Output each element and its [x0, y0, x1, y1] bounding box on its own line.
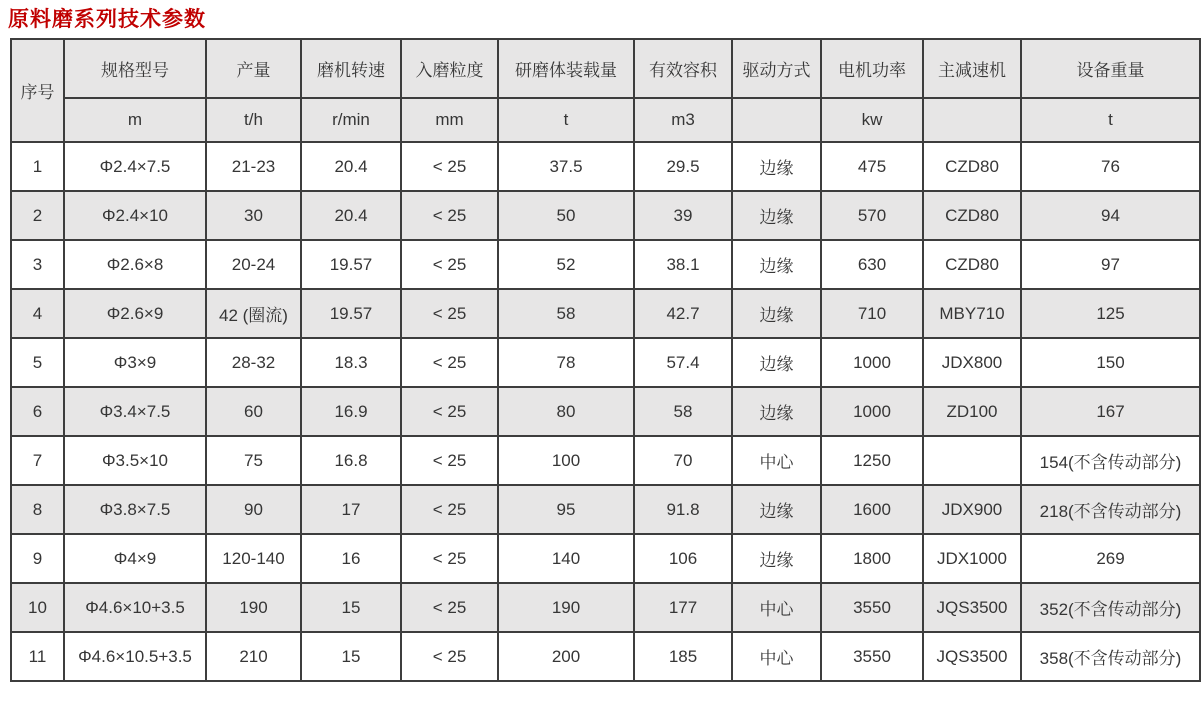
col-unit-feed-size: mm	[401, 98, 498, 142]
cell-reducer	[923, 436, 1021, 485]
cell-media-load: 50	[498, 191, 634, 240]
cell-drive: 边缘	[732, 338, 821, 387]
cell-output: 42 (圈流)	[206, 289, 301, 338]
table-header	[11, 39, 1200, 142]
cell-weight: 358(不含传动部分)	[1021, 632, 1200, 681]
cell-spec: Φ3×9	[64, 338, 206, 387]
cell-index: 5	[11, 338, 64, 387]
cell-media-load: 190	[498, 583, 634, 632]
cell-speed: 19.57	[301, 240, 401, 289]
cell-output: 75	[206, 436, 301, 485]
cell-spec: Φ3.8×7.5	[64, 485, 206, 534]
cell-media-load: 140	[498, 534, 634, 583]
cell-speed: 15	[301, 632, 401, 681]
cell-drive: 中心	[732, 583, 821, 632]
cell-reducer: MBY710	[923, 289, 1021, 338]
cell-media-load: 52	[498, 240, 634, 289]
cell-output: 90	[206, 485, 301, 534]
cell-speed: 20.4	[301, 142, 401, 191]
cell-index: 2	[11, 191, 64, 240]
cell-weight: 76	[1021, 142, 1200, 191]
cell-reducer: JQS3500	[923, 583, 1021, 632]
cell-feed-size: < 25	[401, 436, 498, 485]
cell-power: 1800	[821, 534, 923, 583]
cell-volume: 29.5	[634, 142, 732, 191]
cell-media-load: 58	[498, 289, 634, 338]
cell-feed-size: < 25	[401, 191, 498, 240]
cell-feed-size: < 25	[401, 583, 498, 632]
cell-speed: 20.4	[301, 191, 401, 240]
cell-output: 20-24	[206, 240, 301, 289]
cell-speed: 19.57	[301, 289, 401, 338]
cell-output: 60	[206, 387, 301, 436]
cell-weight: 167	[1021, 387, 1200, 436]
cell-index: 4	[11, 289, 64, 338]
cell-power: 3550	[821, 583, 923, 632]
cell-speed: 15	[301, 583, 401, 632]
cell-spec: Φ2.4×7.5	[64, 142, 206, 191]
cell-reducer: JDX1000	[923, 534, 1021, 583]
cell-spec: Φ3.4×7.5	[64, 387, 206, 436]
parameters-table	[10, 38, 1201, 682]
col-header-reducer: 主减速机	[923, 39, 1021, 98]
cell-reducer: CZD80	[923, 142, 1021, 191]
cell-output: 120-140	[206, 534, 301, 583]
cell-weight: 352(不含传动部分)	[1021, 583, 1200, 632]
cell-weight: 94	[1021, 191, 1200, 240]
cell-media-load: 37.5	[498, 142, 634, 191]
cell-spec: Φ2.4×10	[64, 191, 206, 240]
cell-drive: 中心	[732, 436, 821, 485]
col-header-speed: 磨机转速	[301, 39, 401, 98]
col-header-drive: 驱动方式	[732, 39, 821, 98]
cell-index: 7	[11, 436, 64, 485]
cell-power: 630	[821, 240, 923, 289]
table-row	[11, 191, 1200, 240]
table-row	[11, 338, 1200, 387]
cell-drive: 边缘	[732, 142, 821, 191]
col-unit-output: t/h	[206, 98, 301, 142]
col-header-media-load: 研磨体装载量	[498, 39, 634, 98]
cell-feed-size: < 25	[401, 485, 498, 534]
cell-drive: 中心	[732, 632, 821, 681]
table-row	[11, 387, 1200, 436]
col-unit-spec: m	[64, 98, 206, 142]
cell-output: 28-32	[206, 338, 301, 387]
col-unit-weight: t	[1021, 98, 1200, 142]
cell-volume: 91.8	[634, 485, 732, 534]
cell-spec: Φ4×9	[64, 534, 206, 583]
cell-power: 3550	[821, 632, 923, 681]
col-unit-reducer	[923, 98, 1021, 142]
col-unit-power: kw	[821, 98, 923, 142]
cell-volume: 57.4	[634, 338, 732, 387]
col-header-weight: 设备重量	[1021, 39, 1200, 98]
cell-volume: 38.1	[634, 240, 732, 289]
cell-spec: Φ2.6×8	[64, 240, 206, 289]
col-unit-drive	[732, 98, 821, 142]
cell-speed: 16	[301, 534, 401, 583]
cell-index: 8	[11, 485, 64, 534]
col-unit-volume: m3	[634, 98, 732, 142]
cell-drive: 边缘	[732, 240, 821, 289]
cell-feed-size: < 25	[401, 289, 498, 338]
cell-volume: 70	[634, 436, 732, 485]
table-row	[11, 534, 1200, 583]
cell-reducer: CZD80	[923, 240, 1021, 289]
cell-weight: 154(不含传动部分)	[1021, 436, 1200, 485]
cell-volume: 185	[634, 632, 732, 681]
cell-weight: 97	[1021, 240, 1200, 289]
page-title: 原料磨系列技术参数	[8, 8, 206, 31]
header-unit-row	[11, 98, 1200, 142]
cell-power: 570	[821, 191, 923, 240]
table-row	[11, 142, 1200, 191]
cell-feed-size: < 25	[401, 387, 498, 436]
cell-drive: 边缘	[732, 191, 821, 240]
cell-power: 1000	[821, 387, 923, 436]
cell-volume: 177	[634, 583, 732, 632]
table-body	[11, 142, 1200, 681]
cell-media-load: 100	[498, 436, 634, 485]
table-row	[11, 485, 1200, 534]
cell-spec: Φ4.6×10.5+3.5	[64, 632, 206, 681]
cell-volume: 42.7	[634, 289, 732, 338]
col-header-power: 电机功率	[821, 39, 923, 98]
col-header-output: 产量	[206, 39, 301, 98]
col-header-feed-size: 入磨粒度	[401, 39, 498, 98]
cell-volume: 39	[634, 191, 732, 240]
cell-spec: Φ3.5×10	[64, 436, 206, 485]
cell-volume: 106	[634, 534, 732, 583]
cell-spec: Φ4.6×10+3.5	[64, 583, 206, 632]
cell-drive: 边缘	[732, 289, 821, 338]
cell-output: 190	[206, 583, 301, 632]
cell-reducer: JQS3500	[923, 632, 1021, 681]
cell-reducer: ZD100	[923, 387, 1021, 436]
cell-output: 30	[206, 191, 301, 240]
col-header-volume: 有效容积	[634, 39, 732, 98]
cell-reducer: JDX800	[923, 338, 1021, 387]
cell-index: 3	[11, 240, 64, 289]
cell-speed: 17	[301, 485, 401, 534]
header-label-row	[11, 39, 1200, 98]
cell-reducer: JDX900	[923, 485, 1021, 534]
cell-speed: 16.8	[301, 436, 401, 485]
cell-volume: 58	[634, 387, 732, 436]
col-unit-media-load: t	[498, 98, 634, 142]
table-row	[11, 289, 1200, 338]
cell-drive: 边缘	[732, 387, 821, 436]
cell-reducer: CZD80	[923, 191, 1021, 240]
cell-media-load: 200	[498, 632, 634, 681]
cell-feed-size: < 25	[401, 338, 498, 387]
cell-speed: 16.9	[301, 387, 401, 436]
cell-output: 210	[206, 632, 301, 681]
cell-weight: 218(不含传动部分)	[1021, 485, 1200, 534]
cell-output: 21-23	[206, 142, 301, 191]
cell-power: 710	[821, 289, 923, 338]
col-unit-speed: r/min	[301, 98, 401, 142]
cell-power: 1000	[821, 338, 923, 387]
cell-spec: Φ2.6×9	[64, 289, 206, 338]
table-row	[11, 632, 1200, 681]
cell-power: 1250	[821, 436, 923, 485]
cell-weight: 150	[1021, 338, 1200, 387]
cell-weight: 269	[1021, 534, 1200, 583]
cell-drive: 边缘	[732, 534, 821, 583]
cell-feed-size: < 25	[401, 142, 498, 191]
cell-power: 475	[821, 142, 923, 191]
cell-index: 9	[11, 534, 64, 583]
table-row	[11, 436, 1200, 485]
cell-index: 1	[11, 142, 64, 191]
cell-power: 1600	[821, 485, 923, 534]
cell-media-load: 80	[498, 387, 634, 436]
cell-speed: 18.3	[301, 338, 401, 387]
col-header-spec: 规格型号	[64, 39, 206, 98]
cell-index: 10	[11, 583, 64, 632]
cell-media-load: 95	[498, 485, 634, 534]
cell-weight: 125	[1021, 289, 1200, 338]
table-row	[11, 240, 1200, 289]
col-header-index: 序号	[11, 39, 64, 142]
table-row	[11, 583, 1200, 632]
cell-index: 11	[11, 632, 64, 681]
cell-drive: 边缘	[732, 485, 821, 534]
cell-index: 6	[11, 387, 64, 436]
cell-feed-size: < 25	[401, 240, 498, 289]
cell-feed-size: < 25	[401, 534, 498, 583]
cell-feed-size: < 25	[401, 632, 498, 681]
cell-media-load: 78	[498, 338, 634, 387]
